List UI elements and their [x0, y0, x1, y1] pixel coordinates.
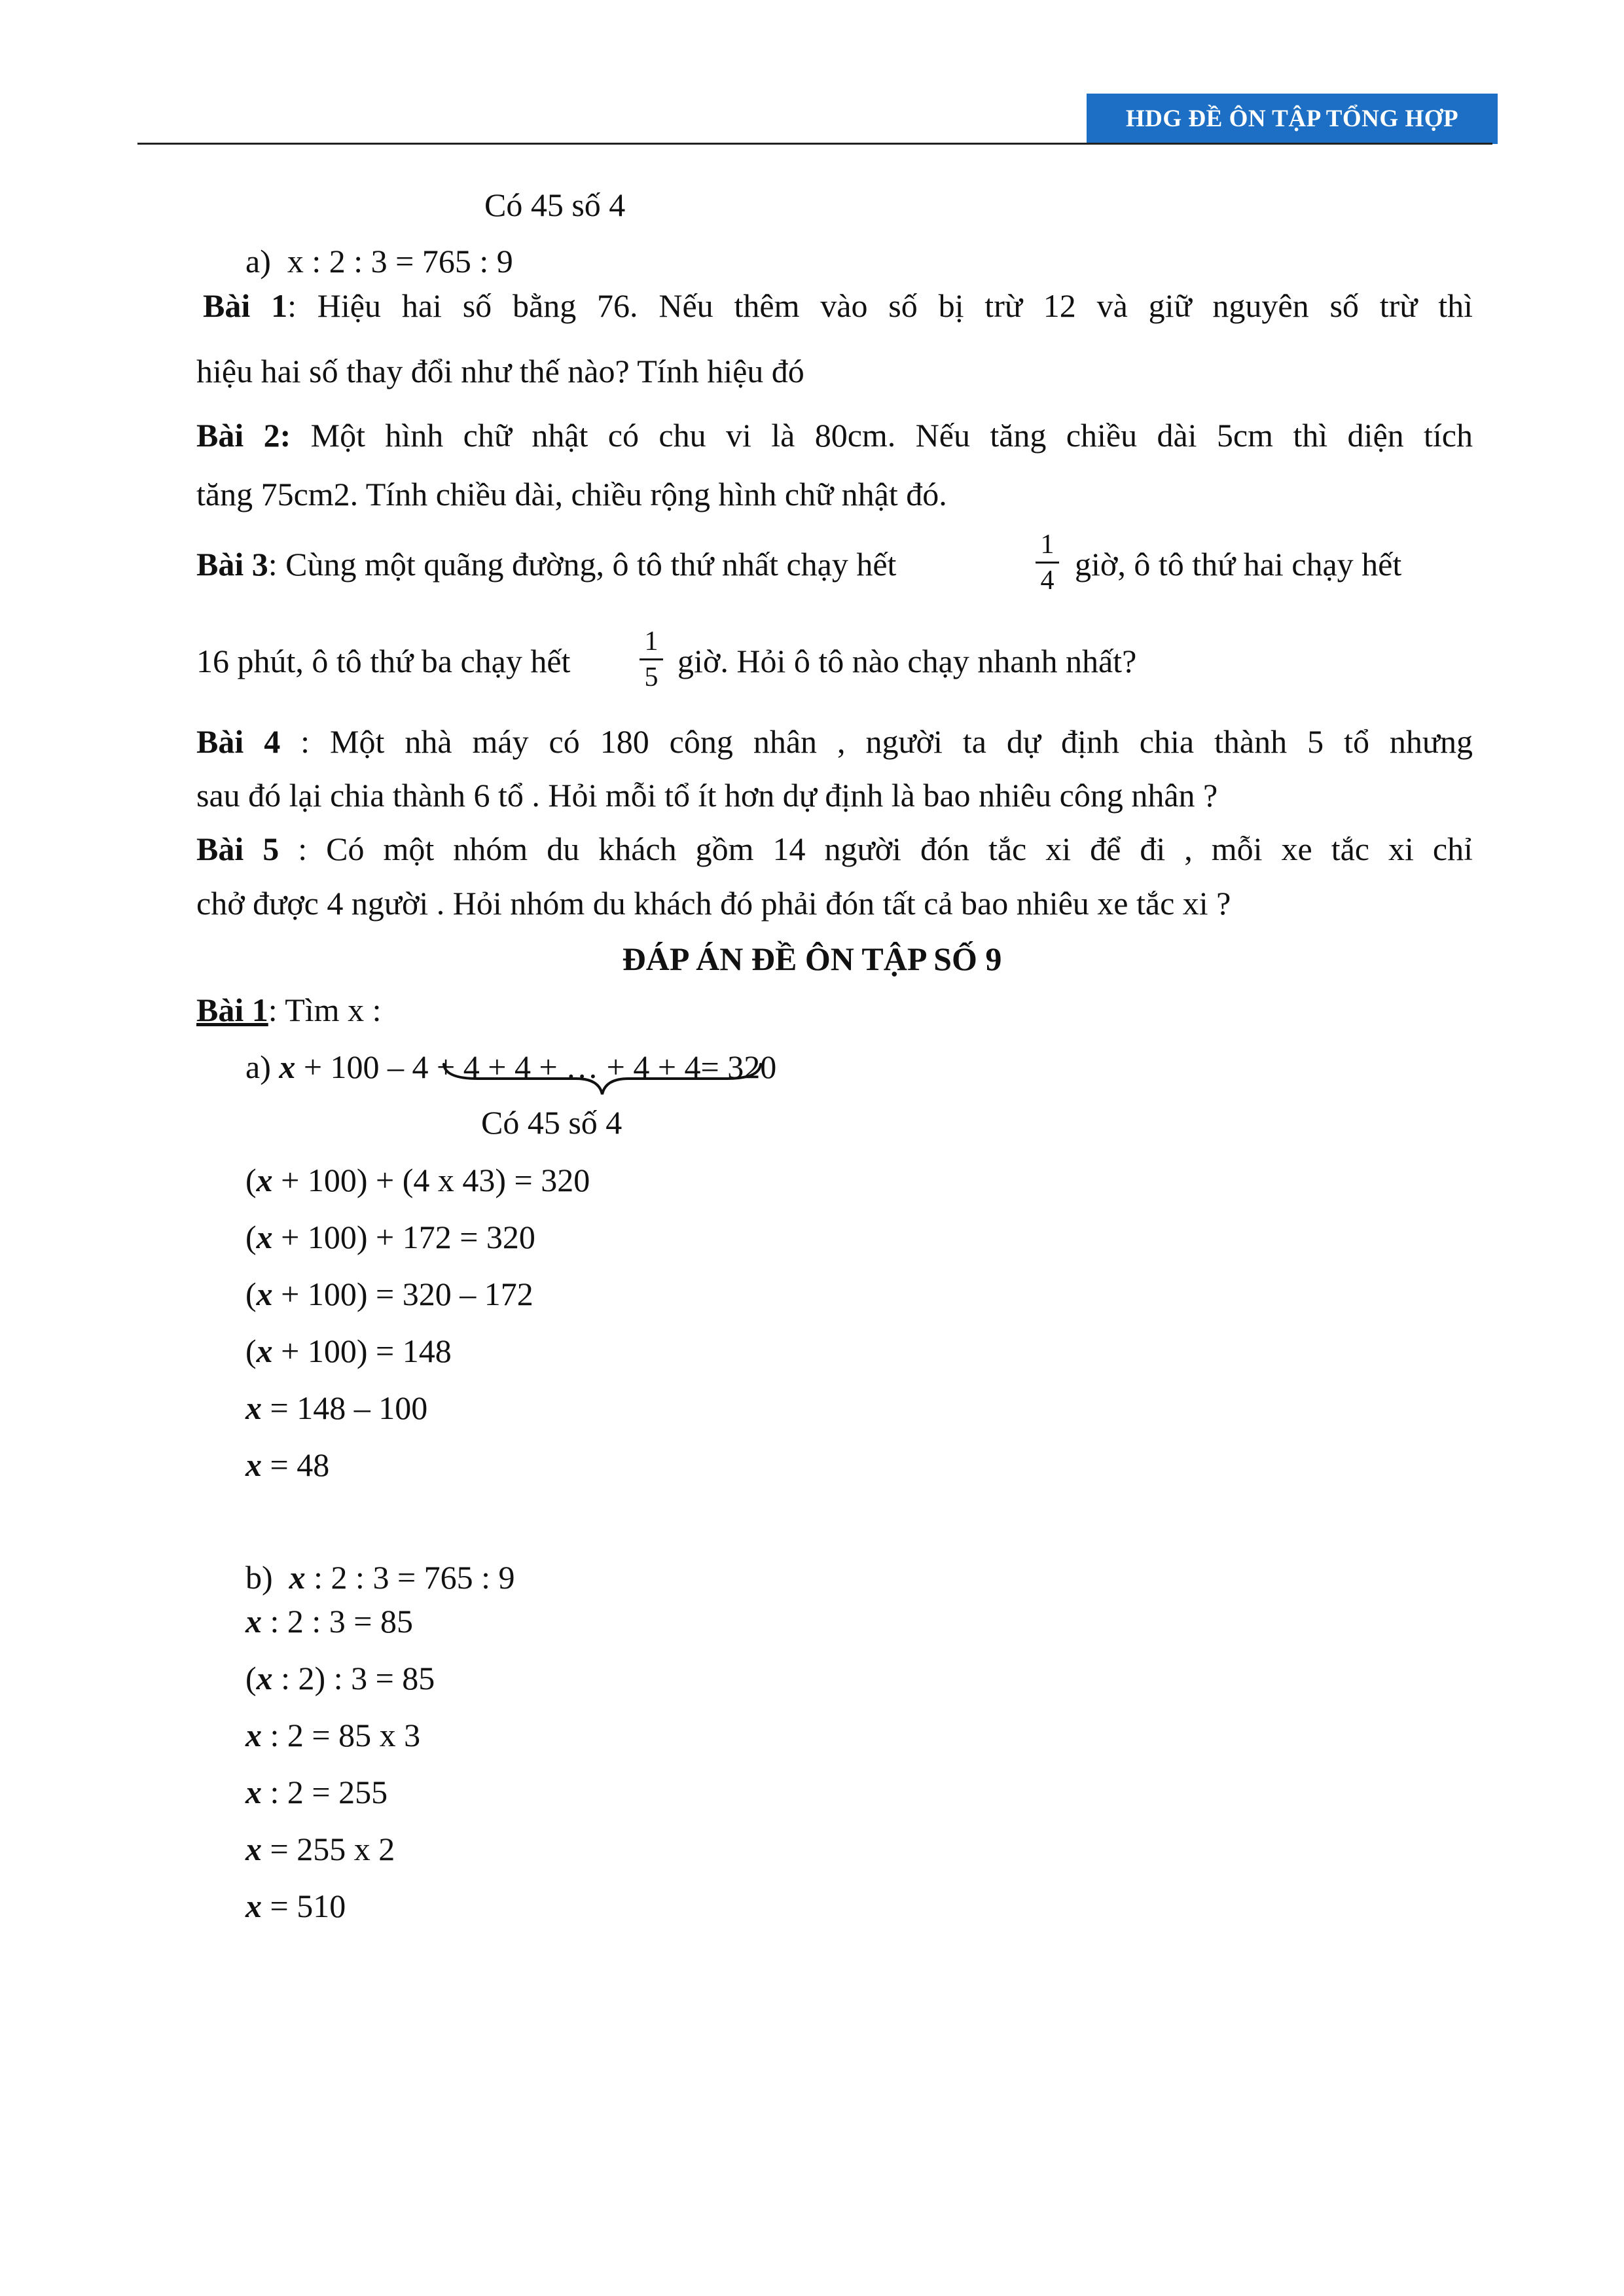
- answer-a-equation: a) x + 100 – 4 + 4 + 4 + … + 4 + 4= 320: [245, 1049, 777, 1085]
- top-caption: Có 45 số 4: [484, 187, 626, 223]
- answer-a-step: (x + 100) + 172 = 320: [245, 1219, 535, 1255]
- answer-a-step: x = 48: [245, 1446, 330, 1483]
- problem-3-line-1: Bài 3: Cùng một quãng đường, ô tô thứ nhất chạy hết: [196, 546, 897, 583]
- problem-1-line-2: hiệu hai số thay đổi như thế nào? Tính hiệu đó: [196, 353, 804, 389]
- problem-4-line-2: sau đó lại chia thành 6 tổ . Hỏi mỗi tổ ít hơn dự định là bao nhiêu công nhân ?: [196, 777, 1218, 814]
- answer-a-step: (x + 100) + (4 x 43) = 320: [245, 1162, 590, 1198]
- problem-2-line-1: Bài 2: Một hình chữ nhật có chu vi là 80cm. Nếu tăng chiều dài 5cm thì diện tích: [196, 417, 1473, 454]
- answer-b-step: x : 2 = 85 x 3: [245, 1717, 421, 1753]
- answer-a-step: (x + 100) = 320 – 172: [245, 1276, 533, 1312]
- top-expression: a) x : 2 : 3 = 765 : 9: [245, 243, 513, 279]
- problem-3-line-2: 16 phút, ô tô thứ ba chạy hết: [196, 643, 571, 679]
- problem-3-line-2-end: giờ. Hỏi ô tô nào chạy nhanh nhất?: [677, 643, 1137, 679]
- answer-b-step: x : 2 : 3 = 85: [245, 1603, 413, 1640]
- problem-5-line-2: chở được 4 người . Hỏi nhóm du khách đó phải đón tất cả bao nhiêu xe tắc xi ?: [196, 885, 1231, 922]
- problem-5-line-1: Bài 5 : Có một nhóm du khách gồm 14 người đón tắc xi để đi , mỗi xe tắc xi chỉ: [196, 831, 1473, 867]
- answer-b-equation: b) x : 2 : 3 = 765 : 9: [245, 1559, 515, 1596]
- answer-a-step: (x + 100) = 148: [245, 1333, 452, 1369]
- fraction-one-fifth: 1 5: [638, 627, 664, 692]
- answer-b-step: (x : 2) : 3 = 85: [245, 1660, 435, 1696]
- answer-title: ĐÁP ÁN ĐỀ ÔN TẬP SỐ 9: [622, 941, 1002, 977]
- answer-b-step: x = 255 x 2: [245, 1831, 395, 1867]
- header-rule: [137, 143, 1492, 145]
- problem-1-line-1: Bài 1: Hiệu hai số bằng 76. Nếu thêm vào số bị trừ 12 và giữ nguyên số trừ thì: [203, 287, 1473, 324]
- problem-3-line-1-end: giờ, ô tô thứ hai chạy hết: [1075, 546, 1402, 583]
- problem-2-line-2: tăng 75cm2. Tính chiều dài, chiều rộng hình chữ nhật đó.: [196, 476, 947, 512]
- answer-b-step: x : 2 = 255: [245, 1774, 388, 1810]
- underbrace: [439, 1060, 766, 1100]
- answer-1-heading: Bài 1: Tìm x :: [196, 992, 382, 1028]
- brace-caption: Có 45 số 4: [481, 1104, 623, 1141]
- fraction-one-quarter: 1 4: [1034, 530, 1060, 595]
- answer-b-step: x = 510: [245, 1888, 346, 1924]
- problem-4-line-1: Bài 4 : Một nhà máy có 180 công nhân , người ta dự định chia thành 5 tổ nhưng: [196, 723, 1473, 760]
- answer-a-step: x = 148 – 100: [245, 1390, 428, 1426]
- header-title-tab: HDG ĐỀ ÔN TẬP TỔNG HỢP: [1087, 94, 1498, 144]
